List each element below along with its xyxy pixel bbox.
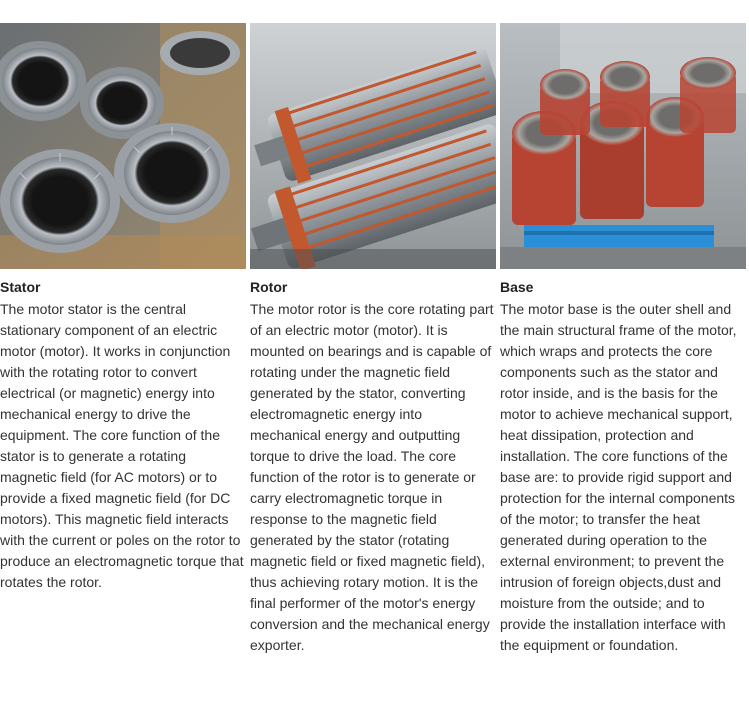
base-photo-icon [500,23,746,269]
card-rotor [250,23,496,656]
card-title: Stator [0,279,41,295]
card-description: The motor stator is the central stationary component of an electric motor (motor). It works in conjunction with the rotating rotor to convert electrical (or magnetic) energy into mechanical energy to drive the equipment. The core function of the stator is to generate a rotating magnetic field (for AC motors) or to provide a fixed magnetic field (for DC motors). This magnetic field interacts with the current or poles on the rotor to produce an electromagnetic torque that rotates the rotor. [0,301,244,590]
stator-photo-icon [0,23,246,269]
card-description: The motor rotor is the core rotating part of an electric motor (motor). It is mounted on bearings and is capable of rotating under the magnetic field generated by the stator, converting electromagnetic energy into mechanical energy and outputting torque to drive the load. The core function of the rotor is to generate or carry electromagnetic torque in response to the magnetic field generated by the stator (rotating magnetic field or fixed magnetic field), thus achieving rotary motion. It is the final performer of the motor's energy conversion and the mechanical energy exporter. [250,301,494,653]
rotor-photo-icon [250,23,496,269]
card-description: The motor base is the outer shell and the main structural frame of the motor, which wraps and protects the core components such as the stator and rotor inside, and is the basis for the motor to achieve mechanical support, heat dissipation, protection and installation. The core functions of the base are: to provide rigid support and protection for the internal components of the motor; to transfer the heat generated during operation to the external environment; to prevent the intrusion of foreign objects,dust and moisture from the outside; and to provide the installation interface with the equipment or foundation. [500,301,737,653]
card-base [500,23,746,656]
card-title: Rotor [250,279,288,295]
card-title: Base [500,279,534,295]
card-stator [0,23,246,593]
